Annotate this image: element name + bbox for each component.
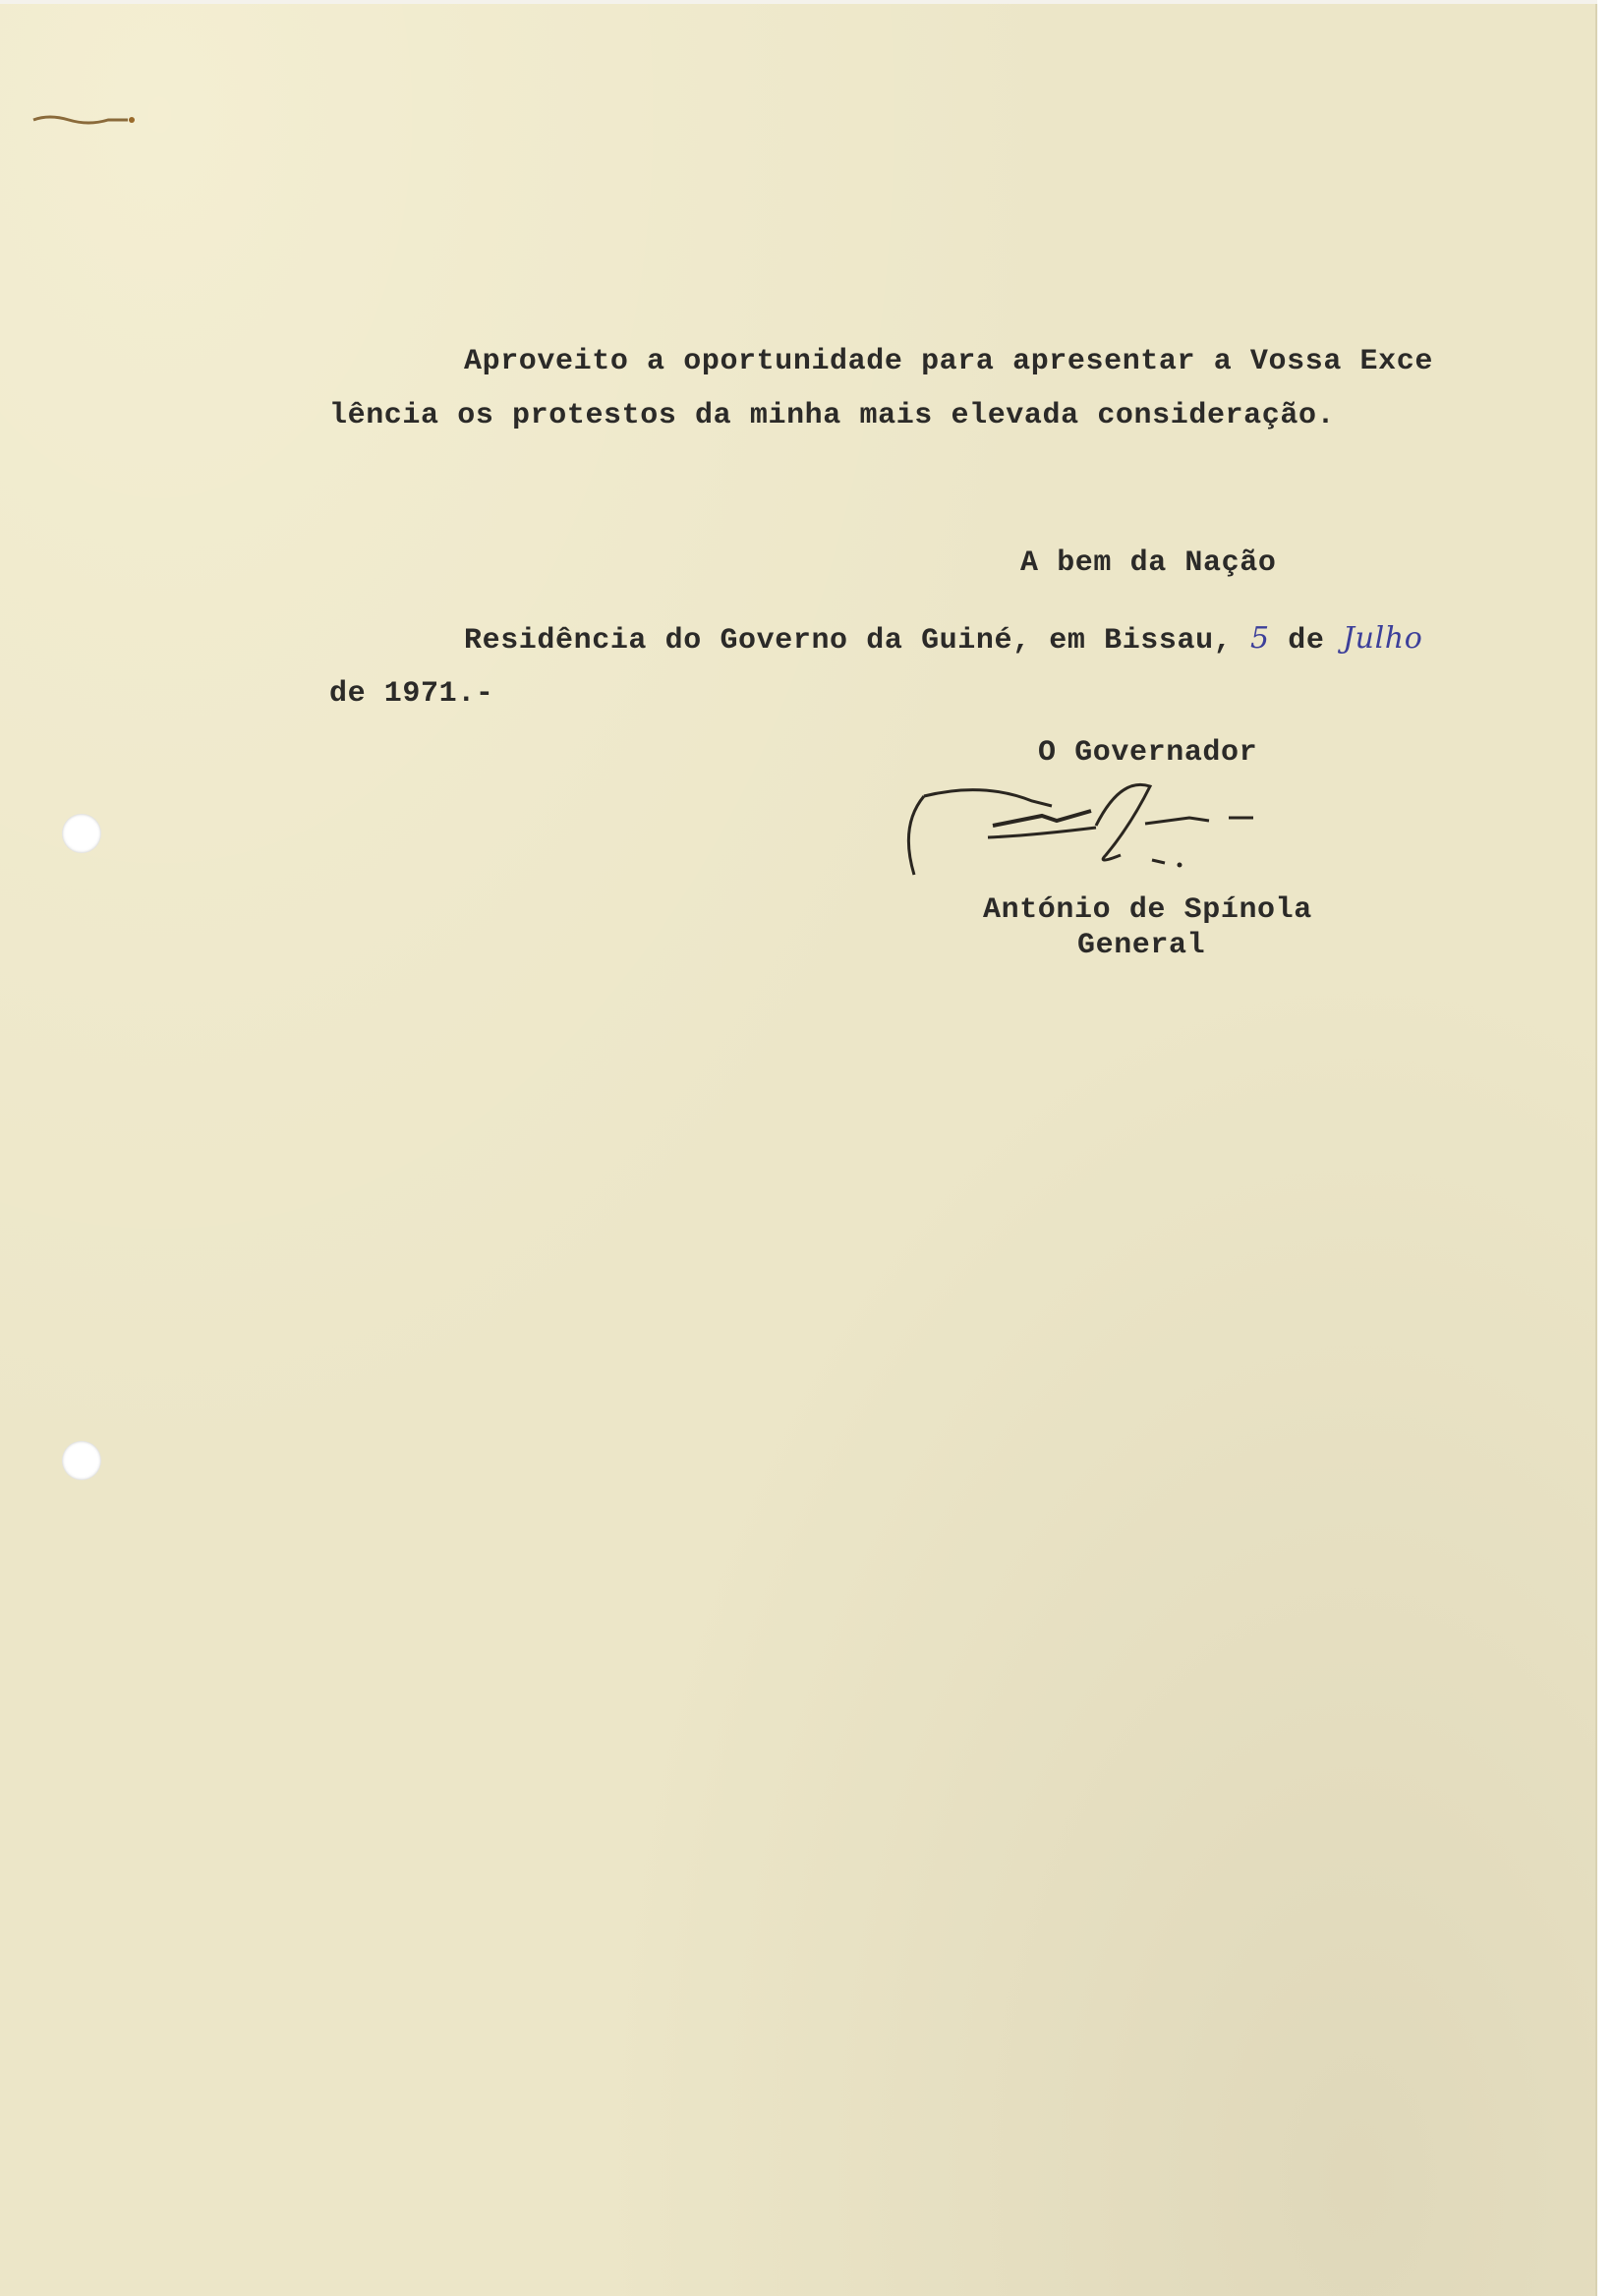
place-text: Residência do Governo da Guiné, em Bissau, bbox=[464, 624, 1250, 658]
place-date-line bbox=[464, 621, 1422, 659]
salutation: A bem da Nação bbox=[1020, 546, 1277, 580]
signatory-name: António de Spínola bbox=[983, 893, 1312, 927]
handwritten-month: Julho bbox=[1343, 621, 1423, 656]
date-connector: de bbox=[1269, 624, 1344, 658]
year-line: de 1971.- bbox=[329, 677, 494, 711]
handwritten-signature bbox=[894, 767, 1288, 894]
punch-hole-upper bbox=[62, 814, 101, 853]
page-margin bbox=[1597, 0, 1615, 2296]
top-edge bbox=[0, 0, 1597, 4]
handwritten-day: 5 bbox=[1249, 621, 1270, 656]
punch-hole-lower bbox=[62, 1441, 101, 1480]
signatory-title: O Governador bbox=[1038, 736, 1258, 770]
closing-paragraph-line-2: lência os protestos da minha mais elevada consideração. bbox=[329, 399, 1336, 432]
staple-mark bbox=[29, 108, 138, 132]
signatory-rank: General bbox=[1077, 929, 1206, 962]
closing-paragraph-line-1: Aproveito a oportunidade para apresentar a Vossa Exce bbox=[464, 345, 1433, 378]
